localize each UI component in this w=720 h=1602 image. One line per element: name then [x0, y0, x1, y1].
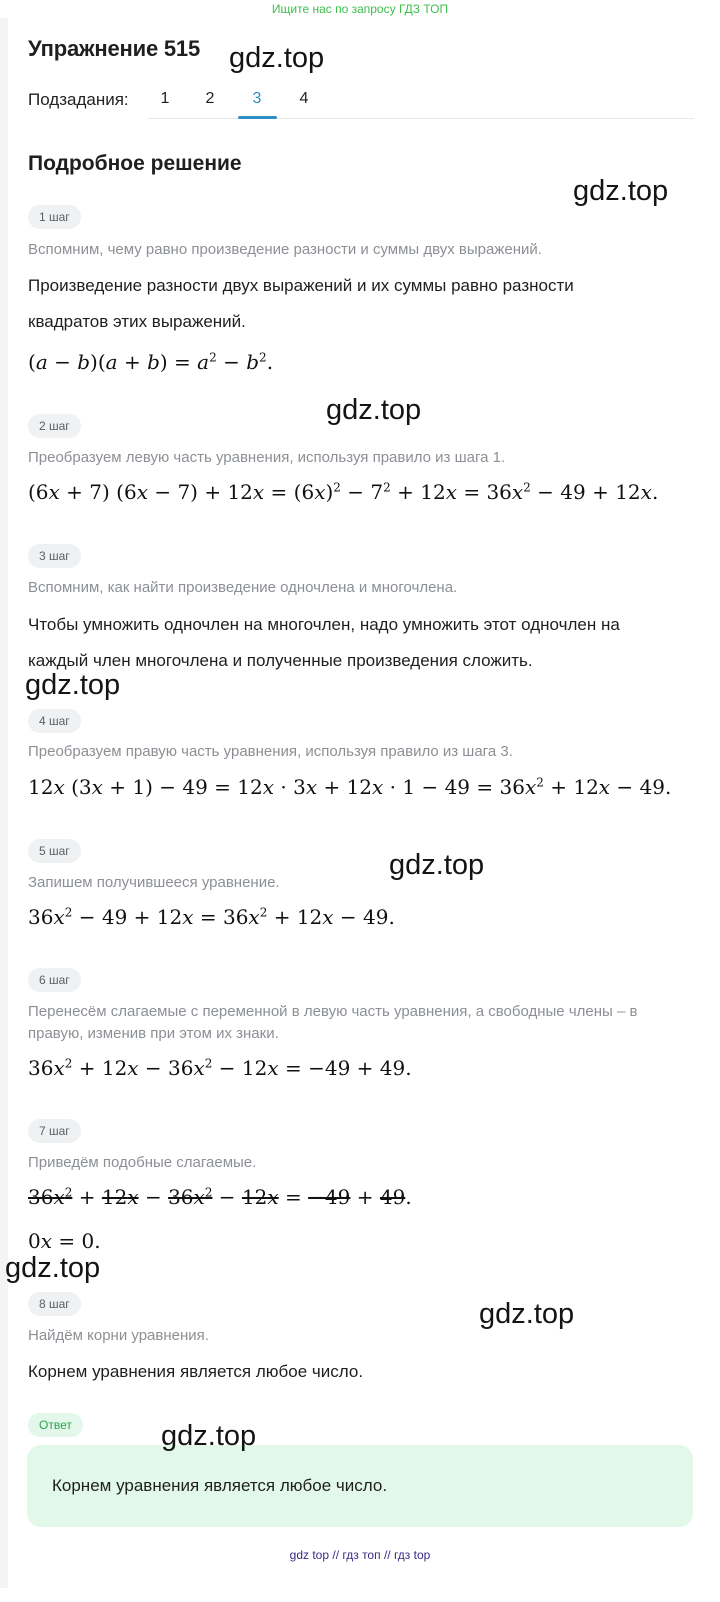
- tabs-divider: [148, 118, 694, 119]
- step-hint: Найдём корни уравнения.: [28, 1327, 209, 1344]
- formula: (6x + 7) $(6x - 7) + 12x = (6x)^2 - 7^2 + 12x = 36x^2 - 49 + 12x$.: [28, 480, 659, 504]
- step-text: Чтобы умножить одночлен на многочлен, надо умножить этот одночлен на: [28, 615, 620, 634]
- tab-subtask-1[interactable]: 1: [160, 90, 170, 107]
- watermark: gdz.top: [326, 394, 422, 426]
- watermark: gdz.top: [229, 42, 325, 74]
- footer-link[interactable]: gdz top: [289, 1548, 330, 1562]
- page-title: Упражнение 515: [28, 36, 200, 61]
- watermark: gdz.top: [573, 175, 669, 207]
- watermark: gdz.top: [479, 1298, 575, 1330]
- step-badge: 1 шаг: [28, 205, 81, 229]
- tab-subtask-4[interactable]: 4: [299, 90, 309, 107]
- footer-links: [0, 1548, 720, 1562]
- step-badge: 6 шаг: [28, 968, 81, 992]
- step-hint: Запишем получившееся уравнение.: [28, 874, 280, 891]
- step-text: Корнем уравнения является любое число.: [28, 1362, 364, 1381]
- watermark: gdz.top: [161, 1420, 257, 1452]
- step-hint: Преобразуем левую часть уравнения, используя правило из шага 1.: [28, 449, 506, 466]
- tab-subtask-2[interactable]: 2: [205, 90, 215, 107]
- footer-link[interactable]: гдз топ: [342, 1548, 381, 1562]
- step-text: каждый член многочлена и полученные произведения сложить.: [28, 651, 533, 670]
- formula: $36x^2 + 12x - 36x^2 - 12x = -49 + 49$.: [28, 1056, 412, 1080]
- footer-separator: //: [332, 1548, 340, 1562]
- formula: $36x^2 - 49 + 12x = 36x^2 + 12x - 49$.: [28, 905, 395, 929]
- formula: 0x = 0.: [28, 1229, 101, 1253]
- footer-link[interactable]: гдз top: [393, 1548, 431, 1562]
- step-hint: правую, изменив при этом их знаки.: [28, 1025, 279, 1042]
- active-tab-indicator: [238, 116, 277, 119]
- formula: $(a - b)(a + b) = a^2 - b^2$.: [28, 350, 274, 374]
- search-hint-banner: Ищите нас по запросу ГДЗ ТОП: [271, 2, 449, 16]
- step-badge: 7 шаг: [28, 1119, 81, 1143]
- formula: 12x $(3x + 1) - 49 = 12x \cdot 3x + 12x \cdot 1 - 49 = 36x^2 + 12x - 49$.: [28, 775, 672, 799]
- section-title: Подробное решение: [28, 152, 242, 175]
- step-badge: 2 шаг: [28, 414, 81, 438]
- footer-separator: //: [383, 1548, 391, 1562]
- watermark: gdz.top: [5, 1252, 101, 1284]
- answer-badge: Ответ: [28, 1413, 83, 1437]
- step-hint: Вспомним, чему равно произведение разности и суммы двух выражений.: [28, 241, 542, 258]
- step-hint: Приведём подобные слагаемые.: [28, 1154, 257, 1171]
- formula: $36x^2 + 12x - 36x^2 - 12x = -49 + 49$.: [28, 1185, 412, 1209]
- step-badge: 8 шаг: [28, 1292, 81, 1316]
- subtasks-label: Подзадания:: [28, 90, 129, 109]
- answer-text: Корнем уравнения является любое число.: [52, 1476, 388, 1495]
- step-hint: Перенесём слагаемые с переменной в левую часть уравнения, а свободные члены – в: [28, 1003, 638, 1020]
- watermark: gdz.top: [25, 669, 121, 701]
- step-badge: 3 шаг: [28, 544, 81, 568]
- step-hint: Вспомним, как найти произведение одночлена и многочлена.: [28, 579, 458, 596]
- step-badge: 5 шаг: [28, 839, 81, 863]
- tab-subtask-3[interactable]: 3: [252, 90, 262, 107]
- left-gutter: [0, 18, 8, 1588]
- step-text: квадратов этих выражений.: [28, 312, 246, 331]
- step-hint: Преобразуем правую часть уравнения, используя правило из шага 3.: [28, 743, 513, 760]
- step-badge: 4 шаг: [28, 709, 81, 733]
- watermark: gdz.top: [389, 849, 485, 881]
- step-text: Произведение разности двух выражений и их суммы равно разности: [28, 276, 574, 295]
